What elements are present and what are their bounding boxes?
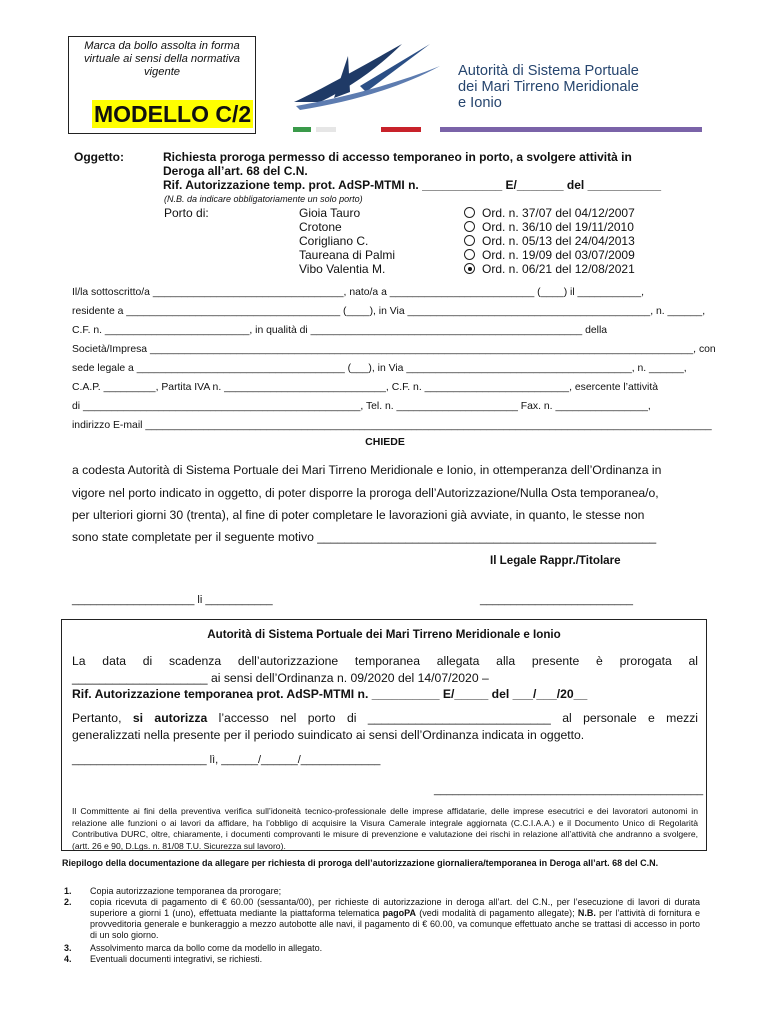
port-radio-gioia-tauro[interactable] [464,207,475,218]
authority-pertanto: Pertanto, [72,711,133,725]
oggetto-line-1: Richiesta proroga permesso di accesso temporaneo in porto, a svolgere attività in [163,150,632,164]
authority-line-5: generalizzati nella presente per il periodo suindicato ai sensi dell’Ordinanza indicata in oggetto. [72,728,585,742]
authority-logo-text [458,63,639,111]
port-name: Gioia Tauro [299,206,361,220]
field-codice-fiscale[interactable]: C.F. n. _________________________, in qualità di _______________________________________________ della [72,325,608,336]
request-line-3: per ulteriori giorni 30 (trenta), al fine di poter completare le lavorazioni già avviate, in quanto, le stesse non [72,508,645,522]
ordinance-text: Ord. n. 06/21 del 12/08/2021 [482,262,635,276]
port-radio-crotone[interactable] [464,221,475,232]
list-item [62,954,702,965]
port-name: Taureana di Palmi [299,248,396,262]
list-item [62,886,702,897]
flag-green-bar [293,127,311,132]
oggetto-label: Oggetto: [74,150,124,164]
riepilogo-title: Riepilogo della documentazione da allegare per richiesta di proroga dell’autorizzazione giornaliera/temporanea in Deroga all’art. 68 del C.N. [62,858,659,868]
list-num: 1. [64,886,72,896]
modello-title: MODELLO C/2 [94,101,252,127]
list-text: Assolvimento marca da bollo come da modello in allegato. [90,943,323,953]
porto-label: Porto di: [164,206,209,220]
field-attivita-tel[interactable]: di ________________________________________________, Tel. n. _____________________ Fax. n. ________________, [72,401,651,412]
field-sottoscritto[interactable]: Il/la sottoscritto/a _________________________________, nato/a a _________________________ (____) il ___________, [72,287,644,298]
stamp-text: Marca da bollo assolta in forma virtuale ai sensi della normativa vigente [83,40,241,78]
field-societa[interactable]: Società/Impresa ______________________________________________________________________________________________, con [72,344,716,355]
list-item [62,897,702,941]
authority-rif-field[interactable]: Rif. Autorizzazione temporanea prot. AdSP-MTMI n. __________ E/_____ del ___/___/20__ [72,687,588,701]
ordinance-text: Ord. n. 19/09 del 03/07/2009 [482,248,635,262]
list-text: Eventuali documenti integrativi, se richiesti. [90,954,263,964]
port-radio-corigliano[interactable] [464,235,475,246]
authority-date-field[interactable]: ______________________ lì, ______/______/_____________ [72,754,381,766]
port-radio-vibo-valentia[interactable] [464,263,475,274]
field-sede-legale[interactable]: sede legale a ____________________________________ (___), in Via _______________________________________, n. ______, [72,363,687,374]
ordinance-text: Ord. n. 36/10 del 19/11/2010 [482,220,634,234]
flag-red-bar [381,127,421,132]
list-num: 4. [64,954,72,964]
authority-si-autorizza: si autorizza [132,711,208,725]
authority-line-4 [72,710,698,727]
authority-porto-field[interactable]: l’accesso nel porto di ___________________________ al personale e mezzi [207,711,698,725]
authority-scadenza-field[interactable]: ____________________ ai sensi dell’Ordinanza n. 09/2020 del 14/07/2020 – [72,671,489,685]
logo-line-2: dei Mari Tirreno Meridionale [458,79,639,95]
ordinance-text: Ord. n. 05/13 del 24/04/2013 [482,234,635,248]
authority-title: Autorità di Sistema Portuale dei Mari Tirreno Meridionale e Ionio [207,628,561,641]
legale-label: Il Legale Rappr./Titolare [490,554,621,567]
list-text: Copia autorizzazione temporanea da prorogare; [90,886,282,896]
place-date-field[interactable]: ____________________ li ___________ [72,594,273,606]
list-num: 2. [64,897,72,907]
list-num: 3. [64,943,72,953]
authority-logo-icon [290,36,450,116]
ordinance-text: Ord. n. 37/07 del 04/12/2007 [482,206,635,220]
nb-note: (N.B. da indicare obbligatoriamente un solo porto) [164,194,363,204]
list-text [90,897,700,941]
field-residente[interactable]: residente a _____________________________________ (____), in Via __________________________________________, n. ______, [72,306,706,317]
list-item [62,943,702,954]
oggetto-line-2: Deroga all’art. 68 del C.N. [163,164,308,178]
nb-label: N.B. [577,908,596,918]
authority-line-1: La data di scadenza dell’autorizzazione temporanea allegata alla presente è prorogata al [72,654,698,668]
purple-rule [440,127,702,132]
oggetto-text [163,150,699,192]
port-name: Vibo Valentia M. [299,262,386,276]
logo-line-3: e Ionio [458,95,502,111]
pagopa-label: pagoPA [382,908,416,918]
signature-field[interactable]: _________________________ [480,594,633,606]
committente-note: Il Committente ai fini della preventiva verifica sull’idoneità tecnico-professionale delle imprese affidatarie, delle imprese esecutrici e dei lavoratori autonomi in relazione alle funzioni o ai lavori da affidare, ha l’obbligo di acquisire la Visura Camerale integrale aggiornata (C.C.I.A.A.) e il Documento Unico di Regolarità Contributiva DURC, oltre, chiaramente, i documenti comprovanti le misure di prevenzione e valutazione dei rischi in relazione all’attività che andranno a svolgere, (artt. 26 e 90, D.Lgs. n. 81/08 T.U. Sicurezza sul lavoro). [72,806,698,851]
request-line-2: vigore nel porto indicato in oggetto, di poter disporre la proroga dell’Autorizzazione/Nulla Osta temporanea/o, [72,486,659,500]
list-text-e: per l’attività di fornitura e provveditoria generale e bunkeraggio a mezzo autobotte alle navi, il pagamento di € 60.00, va comunque effettuato anche se trattasi di accesso in porto di un solo giorno. [90,908,701,940]
chiede-heading: CHIEDE [365,436,405,448]
list-text-a: copia ricevuta di pagamento di € 60.00 (sessanta/00), per richieste di autorizzazione in deroga all’art. del C.N., per l’esecuzione di lavori di durata superiore a giorni 1 (uno), effettuata mediante la piattaforma telematica [90,897,700,918]
port-name: Crotone [299,220,342,234]
authority-signature-field[interactable]: ____________________________________________ [434,784,704,796]
oggetto-line-3[interactable]: Rif. Autorizzazione temp. prot. AdSP-MTMI n. ____________ E/_______ del ___________ [163,178,661,192]
field-email[interactable]: indirizzo E-mail __________________________________________________________________________________________________ [72,420,712,431]
logo-line-1: Autorità di Sistema Portuale [458,63,639,79]
port-name: Corigliano C. [299,234,369,248]
port-radio-taureana[interactable] [464,249,475,260]
field-cap-iva[interactable]: C.A.P. _________, Partita IVA n. ____________________________, C.F. n. _________________________, esercente l’attività [72,382,659,393]
request-line-1: a codesta Autorità di Sistema Portuale dei Mari Tirreno Meridionale e Ionio, in ottemperanza dell’Ordinanza in [72,463,662,477]
list-text-c: (vedi modalità di pagamento allegate); [416,908,578,918]
flag-white-bar [316,127,336,132]
request-motivo-field[interactable]: sono state completate per il seguente motivo __________________________________________________ [72,530,657,544]
